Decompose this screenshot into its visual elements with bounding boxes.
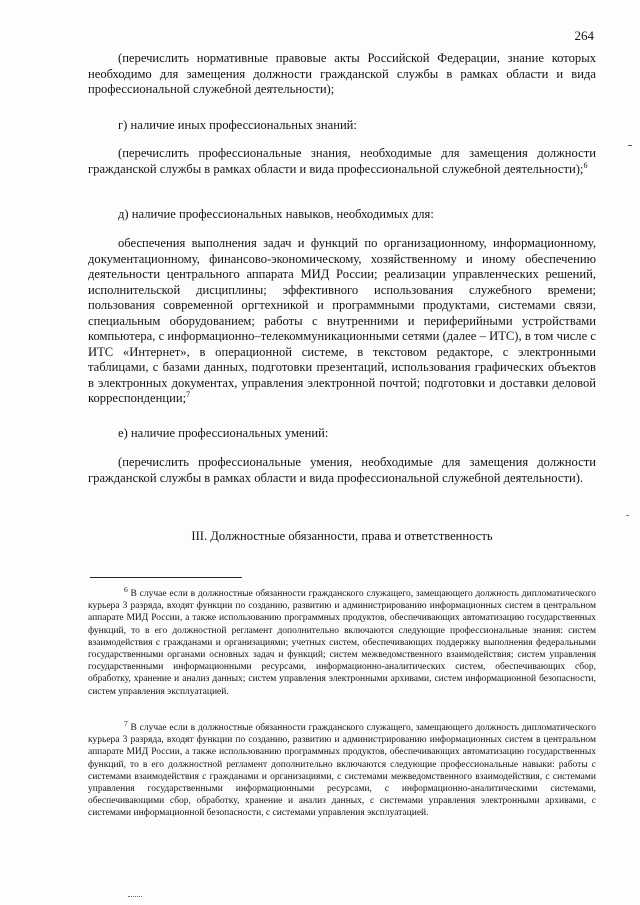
paragraph-text: (перечислить профессиональные знания, необходимые для замещения должности гражданской службы в рамках области и вида профессиональной служебной деятельности); — [88, 146, 596, 176]
paragraph-text: е) наличие профессиональных умений: — [118, 426, 329, 440]
scan-artifact — [626, 515, 629, 516]
paragraph-text: обеспечения выполнения задач и функций по организационному, информационному, документационному, финансово-экономическому, хозяйственному и иному обеспечению деятельности центрального аппарата МИД России; реализации управленческих решений, исполнительской дисциплины; эффективного использования служебного времени; пользования современной оргтехникой и программными продуктами, системами связи, специальным оборудованием; работы с внутренними и периферийными устройствами компьютера, с информационно–телекоммуникационными сетями (далее – ИТС), в том числе с ИТС «Интернет», в операционной системе, в текстовом редакторе, с электронными таблицами, с базами данных, подготовки презентаций, использования графических объектов в электронных документах, управления электронной почтой; подготовки и доставки деловой корреспонденции; — [88, 236, 596, 405]
paragraph-skills-heading — [88, 207, 596, 223]
footnote-text: В случае если в должностные обязанности гражданского служащего, замещающего должность дипломатического курьера 3 разряда, входят функции по созданию, развитию и администрированию информационных систем в центральном аппарате МИД России, а также использованию программных продуктов, обеспечивающих автоматизацию государственных функций, то в его должностной регламент дополнительно включаются следующие профессиональные знания: систем взаимодействия с гражданами и организациями; учетных систем, обеспечивающих поддержку выполнения федеральными государственными органами основных задач и функций; систем межведомственного взаимодействия; систем управления государственными информационными ресурсами, информационно-аналитических систем, обеспечивающих сбор, обработку, хранение и анализ данных; систем управления электронными архивами, систем информационной безопасности, систем управления эксплуатацией. — [88, 589, 596, 697]
footnote-ref-6[interactable]: 6 — [583, 160, 588, 170]
paragraph-skills-list — [88, 236, 596, 407]
paragraph-text: (перечислить профессиональные умения, необходимые для замещения должности гражданской службы в рамках области и вида профессиональной служебной деятельности). — [88, 455, 596, 485]
paragraph-abilities-heading — [88, 426, 596, 442]
footnote-ref-7[interactable]: 7 — [186, 389, 191, 399]
paragraph-text: (перечислить нормативные правовые акты Российской Федерации, знание которых необходимо для замещения должности гражданской службы в рамках области и вида профессиональной служебной деятельности); — [88, 51, 596, 96]
footnote-7 — [88, 718, 596, 820]
paragraph-professional-abilities — [88, 455, 596, 486]
footnote-mark: 7 — [124, 718, 128, 728]
paragraph-other-knowledge-heading — [88, 118, 596, 134]
footnote-text: В случае если в должностные обязанности гражданского служащего, замещающего должность дипломатического курьера 3 разряда, входят функции по созданию, развитию и администрированию информационных систем в центральном аппарате МИД России, а также использованию программных продуктов, обеспечивающих автоматизацию государственных функций, то в его должностной регламент дополнительно включаются следующие профессиональные навыки: работы с системами взаимодействия с гражданами и организациями, с системами межведомственного взаимодействия, с системами управления государственными информационными ресурсами, с информационно-аналитическими системами, обеспечивающими сбор, обработку, хранение и анализ данных, с системами управления электронными архивами, с системами информационной безопасности, с системами управления эксплуатацией. — [88, 723, 596, 819]
page-number: 264 — [574, 28, 594, 43]
paragraph-professional-knowledge — [88, 146, 596, 177]
paragraph-text: г) наличие иных профессиональных знаний: — [118, 118, 357, 132]
paragraph-legal-acts — [88, 51, 596, 98]
footnote-mark: 6 — [124, 584, 128, 594]
footnote-separator — [90, 577, 242, 578]
footnote-6 — [88, 584, 596, 698]
scan-artifact — [128, 896, 142, 900]
scan-artifact — [628, 145, 632, 146]
paragraph-text: д) наличие профессиональных навыков, необходимых для: — [118, 207, 434, 221]
section-heading: III. Должностные обязанности, права и ответственность — [191, 529, 493, 543]
